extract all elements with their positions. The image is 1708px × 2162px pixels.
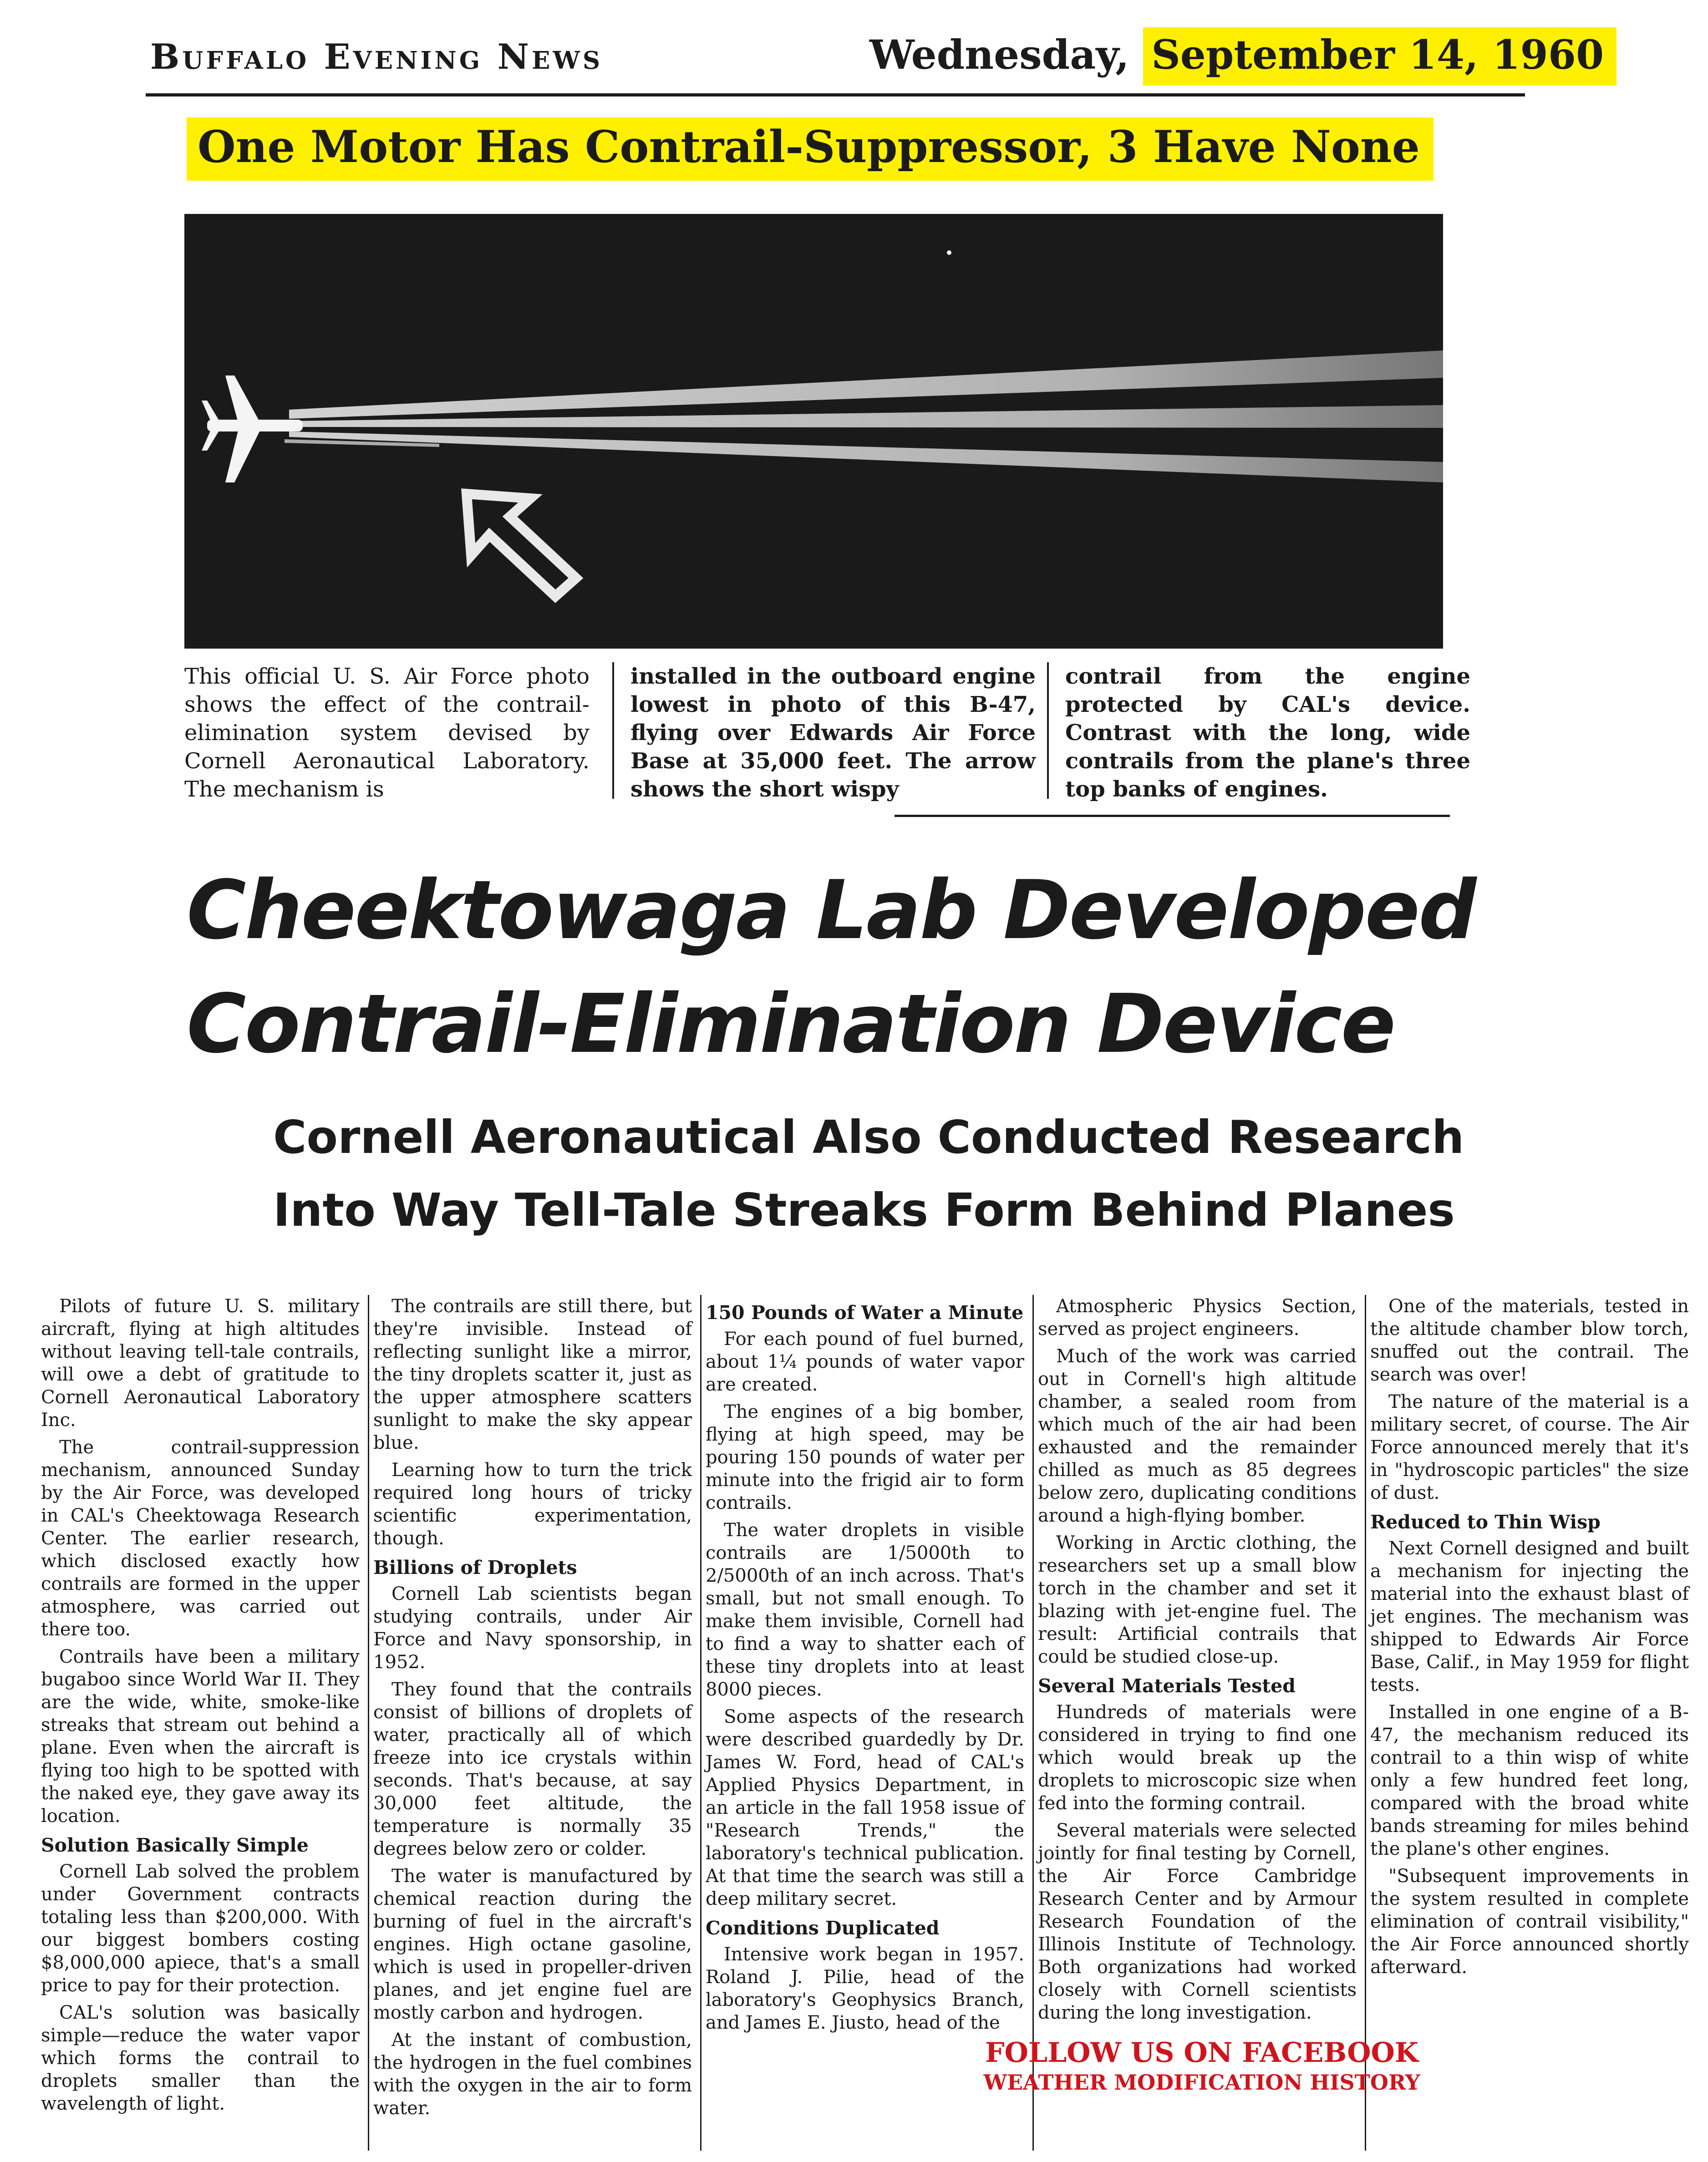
column-rule bbox=[1032, 1295, 1034, 2151]
article-paragraph: The contrail-suppression mechanism, announced Sunday by the Air Force, was developed in CAL's Cheektowaga Research Center. The earlier research, which disclosed exactly how contrails are formed in the upper atmosphere, was carried out there too. bbox=[41, 1437, 360, 1640]
article-paragraph: At the instant of combustion, the hydrogen in the fuel combines with the oxygen in the air to form water. bbox=[373, 2030, 692, 2119]
article-paragraph: Contrails have been a military bugaboo since World War II. They are the wide, white, smoke-like streaks that stream out behind a plane. Even when the aircraft is flying too high to be spotted with the naked eye, they gave away its location. bbox=[41, 1646, 360, 1827]
photo-headline: One Motor Has Contrail-Suppressor, 3 Have None bbox=[187, 117, 1434, 181]
issue-day: Wednesday, bbox=[869, 31, 1129, 78]
article-column-4 bbox=[1038, 1295, 1357, 2029]
masthead-rule bbox=[146, 93, 1525, 96]
newspaper-name: Buffalo Evening News bbox=[150, 36, 603, 77]
article-paragraph: Working in Arctic clothing, the researchers set up a small blow torch in the chamber and set it blazing with jet-engine fuel. The result: Artificial contrails that could be studied close-up. bbox=[1038, 1533, 1357, 1667]
section-subhead: Conditions Duplicated bbox=[706, 1917, 940, 1939]
article-paragraph: The contrails are still there, but they're invisible. Instead of reflecting sunlight like a mirror, the tiny droplets scatter it, just as the upper atmosphere scatters sunlight to make the sky appear blue. bbox=[373, 1296, 692, 1453]
column-rule bbox=[1365, 1295, 1366, 2151]
facebook-promo bbox=[979, 2037, 1425, 2096]
photo-caption-col-2: installed in the outboard engine lowest in photo of this B-47, flying over Edwards Air Force Base at 35,000 feet. The arrow shows the short wispy bbox=[630, 664, 1036, 802]
subhead-line-2: Into Way Tell-Tale Streaks Form Behind Planes bbox=[273, 1183, 1455, 1237]
b47-contrail-photo bbox=[184, 214, 1443, 649]
column-rule bbox=[700, 1295, 702, 2151]
issue-date-highlighted: September 14, 1960 bbox=[1143, 27, 1616, 86]
article-paragraph: Learning how to turn the trick required long hours of tricky scientific experimentation, though. bbox=[373, 1460, 692, 1549]
issue-date bbox=[869, 31, 1616, 78]
section-subhead: Billions of Droplets bbox=[373, 1557, 577, 1578]
article-column-5 bbox=[1370, 1295, 1689, 1983]
section-subhead: Several Materials Tested bbox=[1038, 1675, 1296, 1697]
main-headline-line-2: Contrail-Elimination Device bbox=[187, 977, 1395, 1071]
article-paragraph: Intensive work began in 1957. Roland J. Pilie, head of the laboratory's Geophysics Branch, and James E. Jiusto, head of the bbox=[706, 1944, 1024, 2033]
photo-caption-col-3: contrail from the engine protected by CAL's device. Contrast with the long, wide contrails from the plane's three top banks of engines. bbox=[1065, 664, 1470, 802]
article-paragraph: Cornell Lab scientists began studying contrails, under Air Force and Navy sponsorship, in 1952. bbox=[373, 1583, 692, 1673]
article-column-3 bbox=[706, 1295, 1024, 2039]
article-paragraph: The nature of the material is a military secret, of course. The Air Force announced merely that it's in "hydroscopic particles" the size of dust. bbox=[1370, 1391, 1689, 1503]
column-rule bbox=[368, 1295, 369, 2151]
article-paragraph: Next Cornell designed and built a mechanism for injecting the material into the exhaust blast of jet engines. The mechanism was shipped to Edwards Air Force Base, Calif., in May 1959 for flight tests. bbox=[1370, 1538, 1689, 1695]
subhead-line-1: Cornell Aeronautical Also Conducted Research bbox=[273, 1111, 1464, 1164]
main-headline-line-1: Cheektowaga Lab Developed bbox=[187, 863, 1475, 957]
article-paragraph: Installed in one engine of a B-47, the mechanism reduced its contrail to a thin wisp of white only a few hundred feet long, compared with the broad white bands streaming for miles behind the plane's other engines. bbox=[1370, 1702, 1689, 1859]
article-paragraph: One of the materials, tested in the altitude chamber blow torch, snuffed out the contrail. The search was over! bbox=[1370, 1296, 1689, 1385]
article-column-2 bbox=[373, 1295, 692, 2124]
article-paragraph: For each pound of fuel burned, about 1¼ pounds of water vapor are created. bbox=[706, 1329, 1024, 1395]
article-paragraph: CAL's solution was basically simple—reduce the water vapor which forms the contrail to droplets smaller than the wavelength of light. bbox=[41, 2002, 360, 2114]
article-paragraph: "Subsequent improvements in the system resulted in complete elimination of contrail visibility," the Air Force announced shortly afterward. bbox=[1370, 1866, 1689, 1978]
article-paragraph: Some aspects of the research were described guardedly by Dr. James W. Ford, head of CAL's Applied Physics Department, in an article in the fall 1958 issue of "Research Trends," the laboratory's technical publication. At that time the search was still a deep military secret. bbox=[706, 1706, 1024, 1909]
article-paragraph: The water is manufactured by chemical reaction during the burning of fuel in the aircraft's engines. High octane gasoline, which is used in propeller-driven planes, and jet engine fuel are mostly carbon and hydrogen. bbox=[373, 1866, 692, 2023]
article-paragraph: They found that the contrails consist of billions of droplets of water, practically all of which freeze into ice crystals within seconds. That's because, at say 30,000 feet altitude, the temperature is normally 35 degrees below zero or colder. bbox=[373, 1679, 692, 1859]
article-column-1 bbox=[41, 1295, 360, 2120]
article-paragraph: Several materials were selected jointly for final testing by Cornell, the Air Force Cambridge Research Center and by Armour Research Foundation of the Illinois Institute of Technology. Both organizations had worked closely with Cornell scientists during the long investigation. bbox=[1038, 1820, 1357, 2023]
article-paragraph: Pilots of future U. S. military aircraft, flying at high altitudes without leaving tell-tale contrails, will owe a debt of gratitude to Cornell Aeronautical Laboratory Inc. bbox=[41, 1296, 360, 1431]
article-paragraph: The engines of a big bomber, flying at high speed, may be pouring 150 pounds of water per minute into the frigid air to form contrails. bbox=[706, 1401, 1024, 1513]
article-paragraph: Cornell Lab solved the problem under Government contracts totaling less than $200,000. With our biggest bombers costing $8,000,000 apiece, that's a small price to pay for their protection. bbox=[41, 1861, 360, 1996]
article-paragraph: The water droplets in visible contrails are 1/5000th to 2/5000th of an inch across. That's small, but not small enough. To make them invisible, Cornell had to find a way to shatter each of these tiny droplets into at least 8000 pieces. bbox=[706, 1520, 1024, 1700]
caption-separator bbox=[612, 662, 614, 799]
photo-illustration bbox=[184, 214, 1443, 649]
section-subhead: Solution Basically Simple bbox=[41, 1834, 309, 1856]
article-paragraph: Atmospheric Physics Section, served as project engineers. bbox=[1038, 1296, 1357, 1340]
photo-caption-col-1: This official U. S. Air Force photo shows the effect of the contrail-elimination system devised by Cornell Aeronautical Laboratory. The mechanism is bbox=[184, 664, 590, 802]
section-subhead: 150 Pounds of Water a Minute bbox=[706, 1302, 1024, 1324]
facebook-promo-line-2: WEATHER MODIFICATION HISTORY bbox=[983, 2070, 1420, 2095]
caption-separator bbox=[1047, 662, 1049, 799]
article-paragraph: Much of the work was carried out in Cornell's high altitude chamber, a sealed room from which much of the air had been exhausted and the remainder chilled as much as 85 degrees below zero, duplicating conditions around a high-flying bomber. bbox=[1038, 1346, 1357, 1526]
article-paragraph: Hundreds of materials were considered in trying to find one which would break up the droplets to microscopic size when fed into the forming contrail. bbox=[1038, 1702, 1357, 1814]
facebook-promo-line-1: FOLLOW US ON FACEBOOK bbox=[985, 2037, 1418, 2069]
caption-rule bbox=[895, 815, 1450, 817]
section-subhead: Reduced to Thin Wisp bbox=[1370, 1511, 1601, 1533]
